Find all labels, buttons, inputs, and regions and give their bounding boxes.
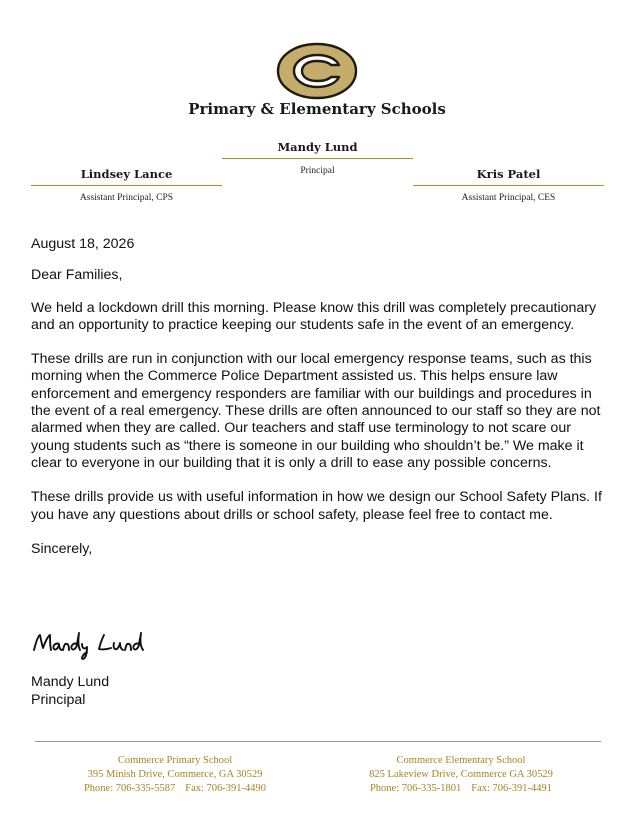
letter-paragraph: These drills are run in conjunction with our local emergency response teams, such as this morning when the Commerce Police Department assisted us. This helps ensure law enforcement and emergency responders are familiar with our buildings and procedures in the event of a real emergency. These drills are often announced to our staff so they are not alarmed when they are called. Our teachers and staff use terminology to not scare our young students such as “there is someone in our building who shouldn’t be.” We make it clear to everyone in our building that it is only a drill to ease any possible concerns. [31, 351, 601, 471]
footer-divider [35, 741, 601, 742]
letter-paragraph: These drills provide us with useful information in how we design our School Safety Plans. If you have any questions about drills or school safety, please feel free to contact me. [31, 489, 602, 523]
principal-block [222, 140, 413, 176]
footer-elementary-phone: Phone: 706-335-1801 [369, 783, 462, 794]
letter-date: August 18, 2026 [31, 236, 135, 252]
assistant-cps-role: Assistant Principal, CPS [79, 193, 174, 203]
footer-primary-fax: Fax: 706-391-4490 [185, 783, 267, 794]
assistant-ces-block [413, 167, 604, 203]
letter-paragraph: We held a lockdown drill this morning. Please know this drill was completely precautionary and an opportunity to practice keeping our students safe in the event of an emergency. [31, 299, 597, 333]
footer-primary-school [45, 754, 305, 796]
school-title: Primary & Elementary Schools [188, 100, 446, 118]
signer-block [31, 673, 109, 709]
assistant-cps-block [31, 167, 222, 203]
signer-name: Mandy Lund [31, 674, 110, 690]
assistant-cps-name: Lindsey Lance [31, 167, 222, 186]
signer-title: Principal [31, 692, 86, 708]
footer-primary-name: Commerce Primary School [117, 755, 233, 766]
footer-primary-phone: Phone: 706-335-5587 [83, 783, 176, 794]
footer-elementary-contact [331, 782, 591, 796]
letter-body [31, 236, 611, 574]
principal-name: Mandy Lund [222, 140, 413, 159]
handwritten-signature [31, 628, 171, 664]
footer-elementary-fax: Fax: 706-391-4491 [471, 783, 553, 794]
footer-elementary-school [331, 754, 591, 796]
letter-closing: Sincerely, [31, 540, 93, 557]
principal-role: Principal [300, 166, 335, 176]
footer-primary-address: 395 Minish Drive, Commerce, GA 30529 [87, 769, 263, 780]
footer-elementary-name: Commerce Elementary School [396, 755, 526, 766]
footer-primary-contact [45, 782, 305, 796]
footer-elementary-address: 825 Lakeview Drive, Commerce GA 30529 [369, 769, 553, 780]
assistant-ces-role: Assistant Principal, CES [461, 193, 556, 203]
assistant-ces-name: Kris Patel [413, 167, 604, 186]
letter-greeting: Dear Families, [31, 267, 123, 284]
c-logo-icon [276, 42, 358, 100]
